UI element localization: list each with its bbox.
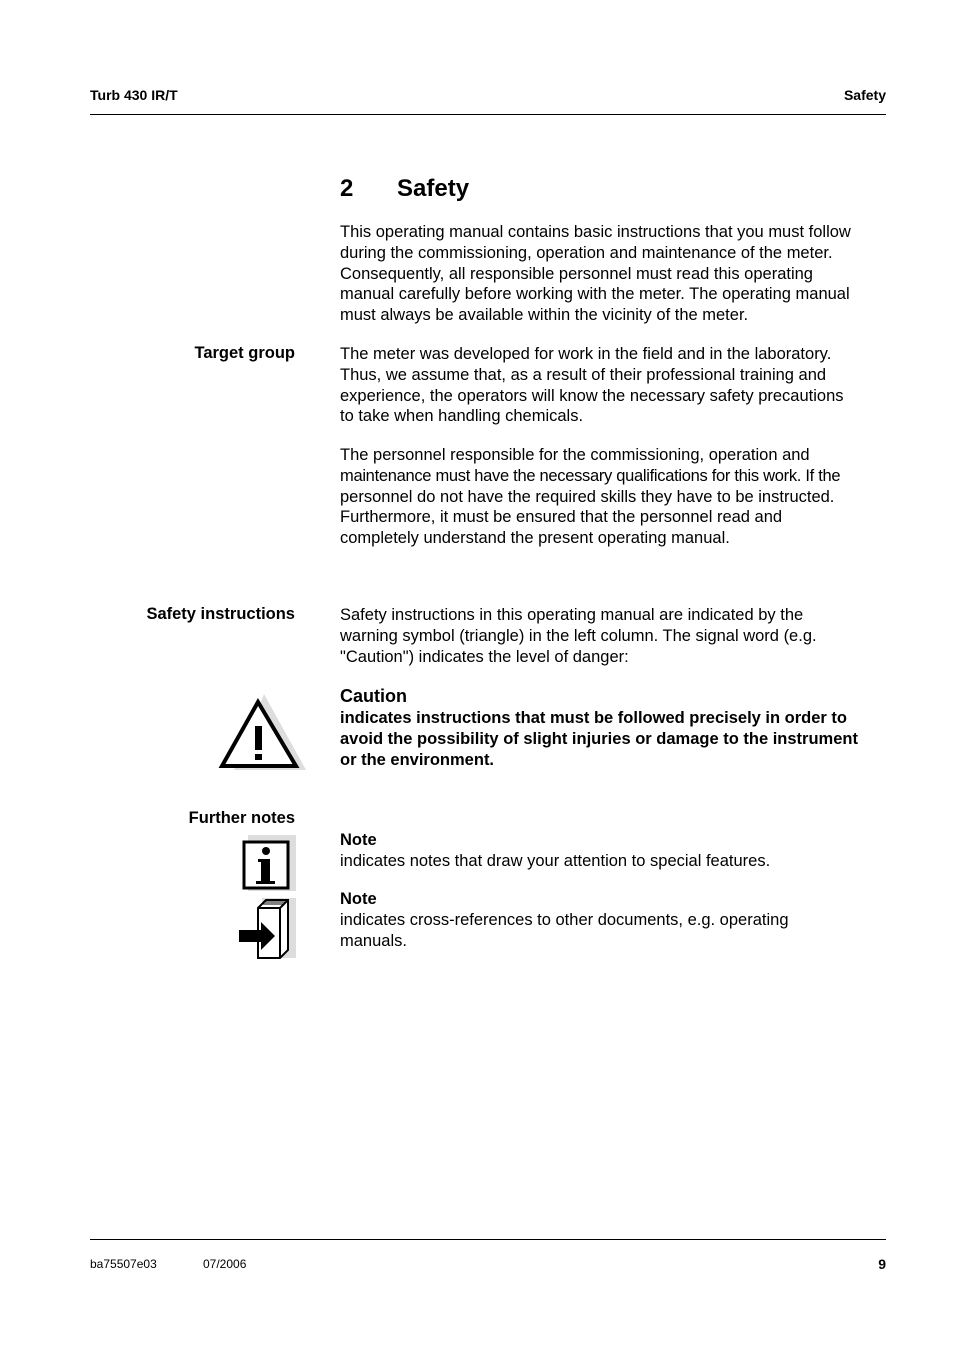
text-line: warning symbol (triangle) in the left column. The signal word (e.g. bbox=[340, 626, 817, 645]
text-line: maintenance must have the necessary qualifications for this work. If the bbox=[340, 466, 841, 485]
text-line: indicates instructions that must be followed precisely in order to bbox=[340, 709, 848, 727]
text-line: Thus, we assume that, as a result of their professional training and bbox=[340, 365, 827, 384]
intro-paragraph bbox=[340, 222, 890, 326]
note-2-text bbox=[340, 910, 890, 952]
text-line: "Caution") indicates the level of danger: bbox=[340, 647, 629, 666]
target-group-paragraph-1 bbox=[340, 344, 890, 427]
text-line: experience, the operators will know the necessary safety precautions bbox=[340, 386, 844, 405]
warning-triangle-icon bbox=[218, 690, 308, 772]
text-line: The personnel responsible for the commissioning, operation and bbox=[340, 446, 810, 464]
footer-doc-id: ba75507e03 bbox=[90, 1257, 157, 1271]
text-line: The meter was developed for work in the field and in the laboratory. bbox=[340, 345, 832, 363]
info-icon bbox=[240, 835, 298, 893]
footer-date: 07/2006 bbox=[203, 1257, 247, 1271]
note-1-title: Note bbox=[340, 831, 377, 849]
target-group-paragraph-2 bbox=[340, 445, 890, 549]
text-line: Furthermore, it must be ensured that the personnel read and bbox=[340, 508, 783, 527]
safety-instructions-label: Safety instructions bbox=[146, 605, 295, 623]
note-2-title: Note bbox=[340, 890, 377, 908]
header-rule bbox=[90, 114, 886, 115]
page-number: 9 bbox=[878, 1256, 886, 1272]
text-line: to take when handling chemicals. bbox=[340, 407, 584, 426]
safety-instructions-paragraph bbox=[340, 605, 890, 667]
text-line: completely understand the present operating manual. bbox=[340, 529, 730, 548]
target-group-label: Target group bbox=[194, 344, 295, 362]
text-line: Consequently, all responsible personnel must read this operating bbox=[340, 264, 813, 283]
header-title: Turb 430 IR/T bbox=[90, 87, 178, 103]
text-line: Safety instructions in this operating manual are indicated by the bbox=[340, 606, 804, 624]
text-line: This operating manual contains basic instructions that you must follow bbox=[340, 223, 851, 241]
chapter-number: 2 bbox=[340, 175, 354, 202]
note-1-text bbox=[340, 851, 890, 872]
header-section: Safety bbox=[843, 87, 886, 103]
book-reference-icon bbox=[236, 898, 298, 962]
footer-rule bbox=[90, 1239, 886, 1240]
text-line: avoid the possibility of slight injuries or damage to the instrument bbox=[340, 729, 858, 748]
chapter-title: Safety bbox=[397, 175, 470, 202]
text-line: manuals. bbox=[340, 931, 407, 950]
text-line: must always be available within the vicinity of the meter. bbox=[340, 306, 749, 325]
text-line: or the environment. bbox=[340, 750, 495, 769]
further-notes-label: Further notes bbox=[188, 809, 295, 827]
text-line: during the commissioning, operation and maintenance of the meter. bbox=[340, 243, 833, 262]
text-line: indicates notes that draw your attention to special features. bbox=[340, 852, 771, 870]
text-line: personnel do not have the required skills they have to be instructed. bbox=[340, 487, 835, 506]
text-line: indicates cross-references to other documents, e.g. operating bbox=[340, 911, 789, 929]
caution-text bbox=[340, 708, 890, 770]
caution-title: Caution bbox=[340, 686, 407, 706]
text-line: manual carefully before working with the meter. The operating manual bbox=[340, 285, 850, 304]
